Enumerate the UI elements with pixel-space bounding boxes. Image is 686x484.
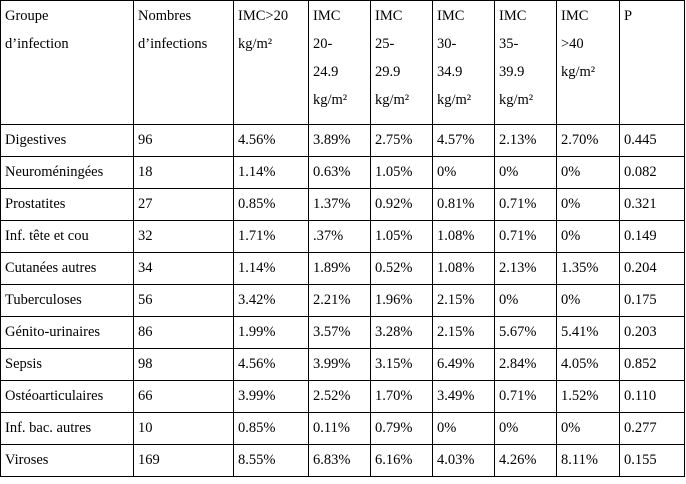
header-line: 30-	[437, 36, 457, 52]
header-imc-20-24	[309, 1, 371, 125]
header-nombres	[134, 1, 234, 125]
table-cell: 32	[134, 221, 234, 253]
table-cell: 0.204	[620, 253, 685, 285]
table-cell: 3.15%	[371, 349, 433, 381]
table-row	[1, 445, 685, 477]
row-label: Digestives	[1, 125, 134, 157]
table-cell: 0.155	[620, 445, 685, 477]
header-line: kg/m²	[238, 36, 273, 52]
table-cell: 0%	[557, 285, 620, 317]
table-cell: 3.89%	[309, 125, 371, 157]
header-row	[1, 1, 685, 125]
table-cell: 3.28%	[371, 317, 433, 349]
table-cell: 1.96%	[371, 285, 433, 317]
table-row	[1, 189, 685, 221]
header-line: 25-	[375, 36, 395, 52]
table-cell: 0.71%	[495, 381, 557, 413]
header-line: IMC	[375, 8, 403, 24]
table-cell: 2.15%	[433, 285, 495, 317]
header-groupe	[1, 1, 134, 125]
table-cell: 0.277	[620, 413, 685, 445]
header-line: 20-	[313, 36, 333, 52]
table-cell: 2.70%	[557, 125, 620, 157]
table-cell: 0.52%	[371, 253, 433, 285]
table-cell: 0%	[495, 285, 557, 317]
table-cell: 3.99%	[309, 349, 371, 381]
table-cell: 1.08%	[433, 253, 495, 285]
table-row	[1, 253, 685, 285]
table-cell: 0.11%	[309, 413, 371, 445]
table-cell: 2.13%	[495, 253, 557, 285]
table-cell: 4.03%	[433, 445, 495, 477]
table-cell: 0.203	[620, 317, 685, 349]
header-line: 39.9	[499, 64, 525, 80]
table-cell: 0%	[557, 157, 620, 189]
table-cell: 10	[134, 413, 234, 445]
header-line: Groupe	[5, 8, 49, 24]
table-cell: 66	[134, 381, 234, 413]
row-label: Neuroméningées	[1, 157, 134, 189]
header-line: kg/m²	[313, 92, 348, 108]
table-cell: 2.15%	[433, 317, 495, 349]
table-cell: 4.56%	[234, 349, 309, 381]
table-cell: 0.149	[620, 221, 685, 253]
row-label: Prostatites	[1, 189, 134, 221]
table-cell: 2.13%	[495, 125, 557, 157]
header-imc-25-29	[371, 1, 433, 125]
row-label: Inf. bac. autres	[1, 413, 134, 445]
header-line: d’infection	[5, 36, 69, 52]
table-cell: 0.79%	[371, 413, 433, 445]
header-line: kg/m²	[375, 92, 410, 108]
header-line: Nombres	[138, 8, 192, 24]
row-label: Cutanées autres	[1, 253, 134, 285]
table-cell: 0.71%	[495, 221, 557, 253]
header-line: 35-	[499, 36, 519, 52]
header-line: 29.9	[375, 64, 401, 80]
table-cell: 169	[134, 445, 234, 477]
table-cell: 2.84%	[495, 349, 557, 381]
table-cell: 86	[134, 317, 234, 349]
table-cell: 1.89%	[309, 253, 371, 285]
header-line: kg/m²	[437, 92, 472, 108]
table-row	[1, 125, 685, 157]
header-line: kg/m²	[561, 64, 596, 80]
table-cell: 3.99%	[234, 381, 309, 413]
table-cell: 0.71%	[495, 189, 557, 221]
table-cell: 0%	[495, 413, 557, 445]
header-line: 34.9	[437, 64, 463, 80]
table-cell: 0%	[433, 157, 495, 189]
header-p	[620, 1, 685, 125]
row-label: Tuberculoses	[1, 285, 134, 317]
table-cell: 1.35%	[557, 253, 620, 285]
table-cell: 0.082	[620, 157, 685, 189]
header-line: IMC	[561, 8, 589, 24]
table-cell: 0.85%	[234, 413, 309, 445]
table-cell: 1.99%	[234, 317, 309, 349]
table-cell: 5.41%	[557, 317, 620, 349]
table-cell: 0.92%	[371, 189, 433, 221]
table-cell: 0%	[557, 221, 620, 253]
table-cell: 0.85%	[234, 189, 309, 221]
row-label: Sepsis	[1, 349, 134, 381]
row-label: Viroses	[1, 445, 134, 477]
header-imc-gt40	[557, 1, 620, 125]
header-line: IMC	[313, 8, 341, 24]
row-label: Génito-urinaires	[1, 317, 134, 349]
header-line: kg/m²	[499, 92, 534, 108]
table-cell: 0%	[433, 413, 495, 445]
table-cell: .37%	[309, 221, 371, 253]
table-cell: 1.37%	[309, 189, 371, 221]
table-cell: 4.05%	[557, 349, 620, 381]
table-row	[1, 221, 685, 253]
table-cell: 8.55%	[234, 445, 309, 477]
table-cell: 1.14%	[234, 253, 309, 285]
table-cell: 1.05%	[371, 157, 433, 189]
table-cell: 0.321	[620, 189, 685, 221]
table-row	[1, 157, 685, 189]
table-cell: 3.49%	[433, 381, 495, 413]
table-cell: 1.71%	[234, 221, 309, 253]
table-cell: 8.11%	[557, 445, 620, 477]
table-cell: 0.445	[620, 125, 685, 157]
table-cell: 1.08%	[433, 221, 495, 253]
table-cell: 18	[134, 157, 234, 189]
header-imc-gt20	[234, 1, 309, 125]
table-row	[1, 381, 685, 413]
table-cell: 2.21%	[309, 285, 371, 317]
table-cell: 34	[134, 253, 234, 285]
table-cell: 1.52%	[557, 381, 620, 413]
table-row	[1, 317, 685, 349]
header-line: IMC	[499, 8, 527, 24]
header-line: d’infections	[138, 36, 208, 52]
table-cell: 4.56%	[234, 125, 309, 157]
table-cell: 0.852	[620, 349, 685, 381]
table-cell: 1.70%	[371, 381, 433, 413]
header-line: >40	[561, 36, 584, 52]
table-row	[1, 285, 685, 317]
table-cell: 6.16%	[371, 445, 433, 477]
table-cell: 4.57%	[433, 125, 495, 157]
table-row	[1, 349, 685, 381]
header-line: P	[624, 8, 633, 24]
table-row	[1, 413, 685, 445]
table-cell: 2.75%	[371, 125, 433, 157]
table-cell: 3.42%	[234, 285, 309, 317]
table-cell: 0.63%	[309, 157, 371, 189]
table-cell: 0.110	[620, 381, 685, 413]
header-line: 24.9	[313, 64, 339, 80]
table-cell: 98	[134, 349, 234, 381]
table-cell: 96	[134, 125, 234, 157]
table-cell: 3.57%	[309, 317, 371, 349]
table-cell: 1.05%	[371, 221, 433, 253]
table-cell: 0.175	[620, 285, 685, 317]
table-cell: 2.52%	[309, 381, 371, 413]
table-cell: 27	[134, 189, 234, 221]
header-imc-30-34	[433, 1, 495, 125]
header-line: IMC	[437, 8, 465, 24]
table-cell: 1.14%	[234, 157, 309, 189]
table-cell: 5.67%	[495, 317, 557, 349]
table-cell: 0.81%	[433, 189, 495, 221]
table-cell: 0%	[557, 189, 620, 221]
table-cell: 4.26%	[495, 445, 557, 477]
table-cell: 6.83%	[309, 445, 371, 477]
row-label: Ostéoarticulaires	[1, 381, 134, 413]
row-label: Inf. tête et cou	[1, 221, 134, 253]
table-cell: 0%	[557, 413, 620, 445]
table-cell: 0%	[495, 157, 557, 189]
table-cell: 6.49%	[433, 349, 495, 381]
table-cell: 56	[134, 285, 234, 317]
header-imc-35-39	[495, 1, 557, 125]
header-line: IMC>20	[238, 8, 289, 24]
